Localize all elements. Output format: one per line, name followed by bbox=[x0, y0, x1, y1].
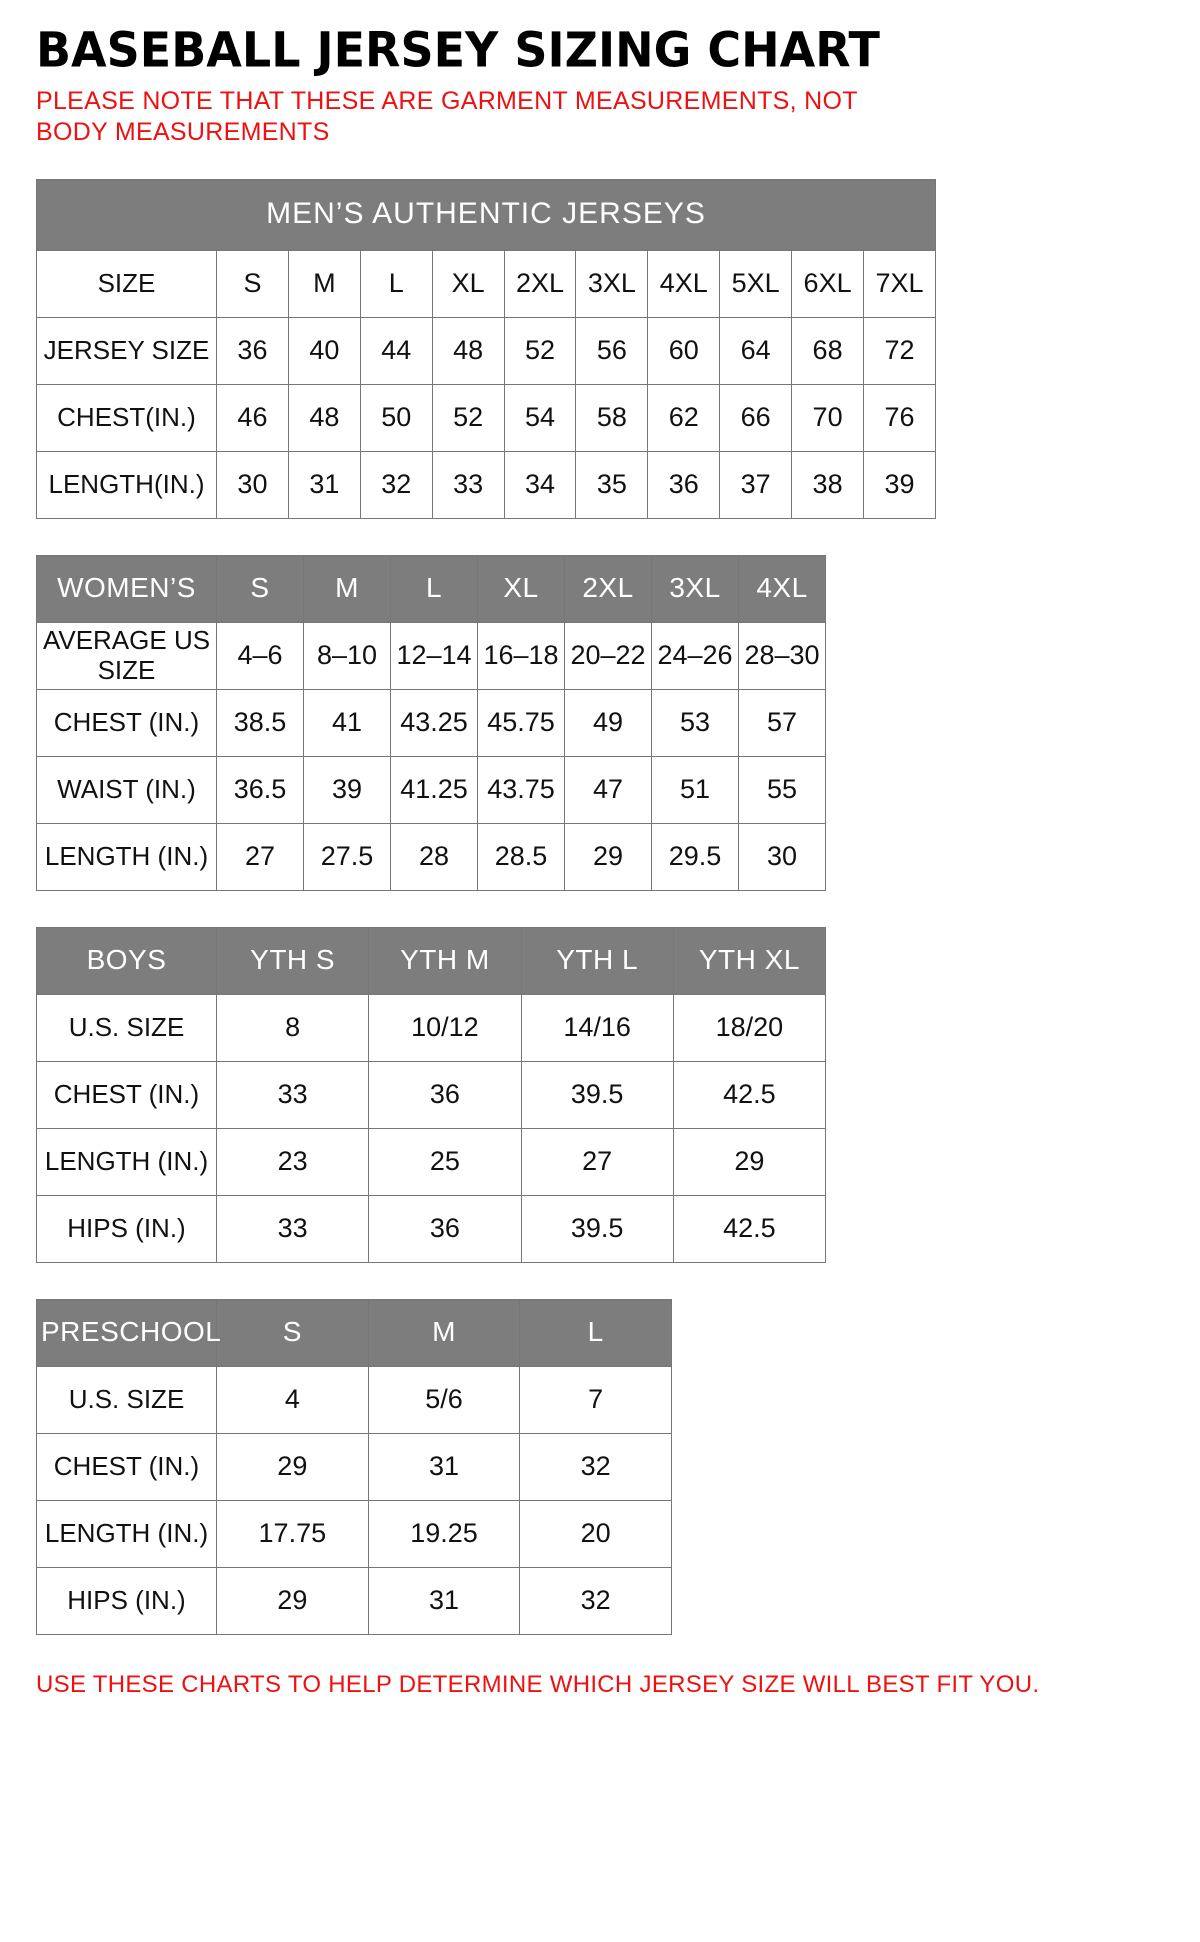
value-cell: 29 bbox=[673, 1128, 825, 1195]
value-cell: 28 bbox=[391, 823, 478, 890]
value-cell: 8 bbox=[217, 994, 369, 1061]
value-cell: 6XL bbox=[792, 250, 864, 317]
value-cell: 68 bbox=[792, 317, 864, 384]
header-cell: YTH S bbox=[217, 927, 369, 994]
value-cell: 66 bbox=[720, 384, 792, 451]
value-cell: 29 bbox=[217, 1433, 369, 1500]
value-cell: L bbox=[360, 250, 432, 317]
value-cell: 23 bbox=[217, 1128, 369, 1195]
value-cell: 62 bbox=[648, 384, 720, 451]
value-cell: 24–26 bbox=[652, 622, 739, 689]
table-row bbox=[37, 451, 936, 518]
table-header-row bbox=[37, 927, 826, 994]
value-cell: 39.5 bbox=[521, 1195, 673, 1262]
value-cell: 31 bbox=[288, 451, 360, 518]
row-label: SIZE bbox=[37, 250, 217, 317]
value-cell: 55 bbox=[739, 756, 826, 823]
value-cell: 28.5 bbox=[478, 823, 565, 890]
value-cell: 34 bbox=[504, 451, 576, 518]
value-cell: 39 bbox=[864, 451, 936, 518]
header-cell: 3XL bbox=[652, 555, 739, 622]
value-cell: 27.5 bbox=[304, 823, 391, 890]
value-cell: 10/12 bbox=[369, 994, 521, 1061]
value-cell: 19.25 bbox=[368, 1500, 520, 1567]
header-cell: YTH XL bbox=[673, 927, 825, 994]
value-cell: 43.25 bbox=[391, 689, 478, 756]
table-row bbox=[37, 756, 826, 823]
row-label: LENGTH (IN.) bbox=[37, 823, 217, 890]
value-cell: 36 bbox=[217, 317, 289, 384]
value-cell: 32 bbox=[520, 1567, 672, 1634]
table-header-row bbox=[37, 555, 826, 622]
value-cell: 36 bbox=[369, 1195, 521, 1262]
header-cell: M bbox=[304, 555, 391, 622]
header-cell: 4XL bbox=[739, 555, 826, 622]
value-cell: 42.5 bbox=[673, 1061, 825, 1128]
value-cell: 39.5 bbox=[521, 1061, 673, 1128]
header-cell: XL bbox=[478, 555, 565, 622]
row-label: LENGTH(IN.) bbox=[37, 451, 217, 518]
header-cell: YTH L bbox=[521, 927, 673, 994]
womens-jerseys-table bbox=[36, 555, 826, 891]
row-label: U.S. SIZE bbox=[37, 1366, 217, 1433]
row-label: WAIST (IN.) bbox=[37, 756, 217, 823]
value-cell: 27 bbox=[217, 823, 304, 890]
mens-authentic-jerseys-table bbox=[36, 179, 936, 519]
value-cell: 29 bbox=[217, 1567, 369, 1634]
value-cell: 2XL bbox=[504, 250, 576, 317]
value-cell: 31 bbox=[368, 1567, 520, 1634]
value-cell: 57 bbox=[739, 689, 826, 756]
row-label: LENGTH (IN.) bbox=[37, 1128, 217, 1195]
value-cell: 76 bbox=[864, 384, 936, 451]
value-cell: 4 bbox=[217, 1366, 369, 1433]
table-row bbox=[37, 250, 936, 317]
value-cell: 14/16 bbox=[521, 994, 673, 1061]
table-row bbox=[37, 317, 936, 384]
table-row bbox=[37, 1061, 826, 1128]
value-cell: 54 bbox=[504, 384, 576, 451]
header-cell: 2XL bbox=[565, 555, 652, 622]
value-cell: 72 bbox=[864, 317, 936, 384]
value-cell: 52 bbox=[432, 384, 504, 451]
value-cell: 33 bbox=[217, 1061, 369, 1128]
value-cell: 30 bbox=[217, 451, 289, 518]
value-cell: 48 bbox=[432, 317, 504, 384]
row-label: CHEST (IN.) bbox=[37, 1061, 217, 1128]
value-cell: M bbox=[288, 250, 360, 317]
value-cell: 50 bbox=[360, 384, 432, 451]
table-banner-row bbox=[37, 179, 936, 250]
value-cell: 12–14 bbox=[391, 622, 478, 689]
value-cell: 51 bbox=[652, 756, 739, 823]
value-cell: 36 bbox=[369, 1061, 521, 1128]
value-cell: 49 bbox=[565, 689, 652, 756]
table-row bbox=[37, 689, 826, 756]
table-row bbox=[37, 1195, 826, 1262]
row-label: HIPS (IN.) bbox=[37, 1567, 217, 1634]
value-cell: 36 bbox=[648, 451, 720, 518]
value-cell: 7 bbox=[520, 1366, 672, 1433]
table-row bbox=[37, 1366, 672, 1433]
row-label: HIPS (IN.) bbox=[37, 1195, 217, 1262]
header-cell: M bbox=[368, 1299, 520, 1366]
value-cell: 56 bbox=[576, 317, 648, 384]
table-banner: MEN’S AUTHENTIC JERSEYS bbox=[37, 179, 936, 250]
value-cell: 48 bbox=[288, 384, 360, 451]
value-cell: 20 bbox=[520, 1500, 672, 1567]
table-row bbox=[37, 1128, 826, 1195]
value-cell: XL bbox=[432, 250, 504, 317]
value-cell: 41.25 bbox=[391, 756, 478, 823]
boys-jerseys-table bbox=[36, 927, 826, 1263]
value-cell: 3XL bbox=[576, 250, 648, 317]
value-cell: 36.5 bbox=[217, 756, 304, 823]
value-cell: 52 bbox=[504, 317, 576, 384]
value-cell: 58 bbox=[576, 384, 648, 451]
value-cell: 33 bbox=[217, 1195, 369, 1262]
value-cell: 33 bbox=[432, 451, 504, 518]
garment-measurement-note: PLEASE NOTE THAT THESE ARE GARMENT MEASUREMENTS, NOT BODY MEASUREMENTS bbox=[36, 87, 858, 147]
footer-note: USE THESE CHARTS TO HELP DETERMINE WHICH JERSEY SIZE WILL BEST FIT YOU. bbox=[36, 1670, 1040, 1698]
header-cell: S bbox=[217, 1299, 369, 1366]
header-label: PRESCHOOL bbox=[37, 1299, 217, 1366]
row-label: CHEST(IN.) bbox=[37, 384, 217, 451]
table-header-row bbox=[37, 1299, 672, 1366]
value-cell: 16–18 bbox=[478, 622, 565, 689]
value-cell: 28–30 bbox=[739, 622, 826, 689]
value-cell: 18/20 bbox=[673, 994, 825, 1061]
row-label: CHEST (IN.) bbox=[37, 689, 217, 756]
header-cell: S bbox=[217, 555, 304, 622]
value-cell: 38.5 bbox=[217, 689, 304, 756]
header-label: BOYS bbox=[37, 927, 217, 994]
value-cell: 32 bbox=[520, 1433, 672, 1500]
row-label: AVERAGE US SIZE bbox=[37, 622, 217, 689]
header-label: WOMEN’S bbox=[37, 555, 217, 622]
header-cell: L bbox=[520, 1299, 672, 1366]
preschool-jerseys-table bbox=[36, 1299, 672, 1635]
value-cell: 29 bbox=[565, 823, 652, 890]
value-cell: 64 bbox=[720, 317, 792, 384]
row-label: U.S. SIZE bbox=[37, 994, 217, 1061]
table-row bbox=[37, 1500, 672, 1567]
value-cell: 41 bbox=[304, 689, 391, 756]
value-cell: 40 bbox=[288, 317, 360, 384]
row-label: CHEST (IN.) bbox=[37, 1433, 217, 1500]
value-cell: 42.5 bbox=[673, 1195, 825, 1262]
header-cell: YTH M bbox=[369, 927, 521, 994]
table-row bbox=[37, 1567, 672, 1634]
value-cell: 17.75 bbox=[217, 1500, 369, 1567]
value-cell: 31 bbox=[368, 1433, 520, 1500]
row-label: JERSEY SIZE bbox=[37, 317, 217, 384]
value-cell: 44 bbox=[360, 317, 432, 384]
table-row bbox=[37, 823, 826, 890]
value-cell: 46 bbox=[217, 384, 289, 451]
value-cell: 47 bbox=[565, 756, 652, 823]
value-cell: 30 bbox=[739, 823, 826, 890]
value-cell: 5XL bbox=[720, 250, 792, 317]
value-cell: 37 bbox=[720, 451, 792, 518]
page-title: BASEBALL JERSEY SIZING CHART bbox=[36, 22, 880, 79]
value-cell: 35 bbox=[576, 451, 648, 518]
value-cell: 70 bbox=[792, 384, 864, 451]
sizing-chart-page bbox=[36, 22, 1170, 1699]
value-cell: 27 bbox=[521, 1128, 673, 1195]
table-row bbox=[37, 622, 826, 689]
value-cell: 32 bbox=[360, 451, 432, 518]
value-cell: 53 bbox=[652, 689, 739, 756]
value-cell: 60 bbox=[648, 317, 720, 384]
value-cell: 7XL bbox=[864, 250, 936, 317]
value-cell: 29.5 bbox=[652, 823, 739, 890]
value-cell: 4–6 bbox=[217, 622, 304, 689]
value-cell: 25 bbox=[369, 1128, 521, 1195]
value-cell: 43.75 bbox=[478, 756, 565, 823]
value-cell: 8–10 bbox=[304, 622, 391, 689]
table-row bbox=[37, 1433, 672, 1500]
table-row bbox=[37, 384, 936, 451]
header-cell: L bbox=[391, 555, 478, 622]
value-cell: 4XL bbox=[648, 250, 720, 317]
value-cell: S bbox=[217, 250, 289, 317]
value-cell: 20–22 bbox=[565, 622, 652, 689]
value-cell: 45.75 bbox=[478, 689, 565, 756]
value-cell: 5/6 bbox=[368, 1366, 520, 1433]
table-row bbox=[37, 994, 826, 1061]
row-label: LENGTH (IN.) bbox=[37, 1500, 217, 1567]
value-cell: 38 bbox=[792, 451, 864, 518]
value-cell: 39 bbox=[304, 756, 391, 823]
